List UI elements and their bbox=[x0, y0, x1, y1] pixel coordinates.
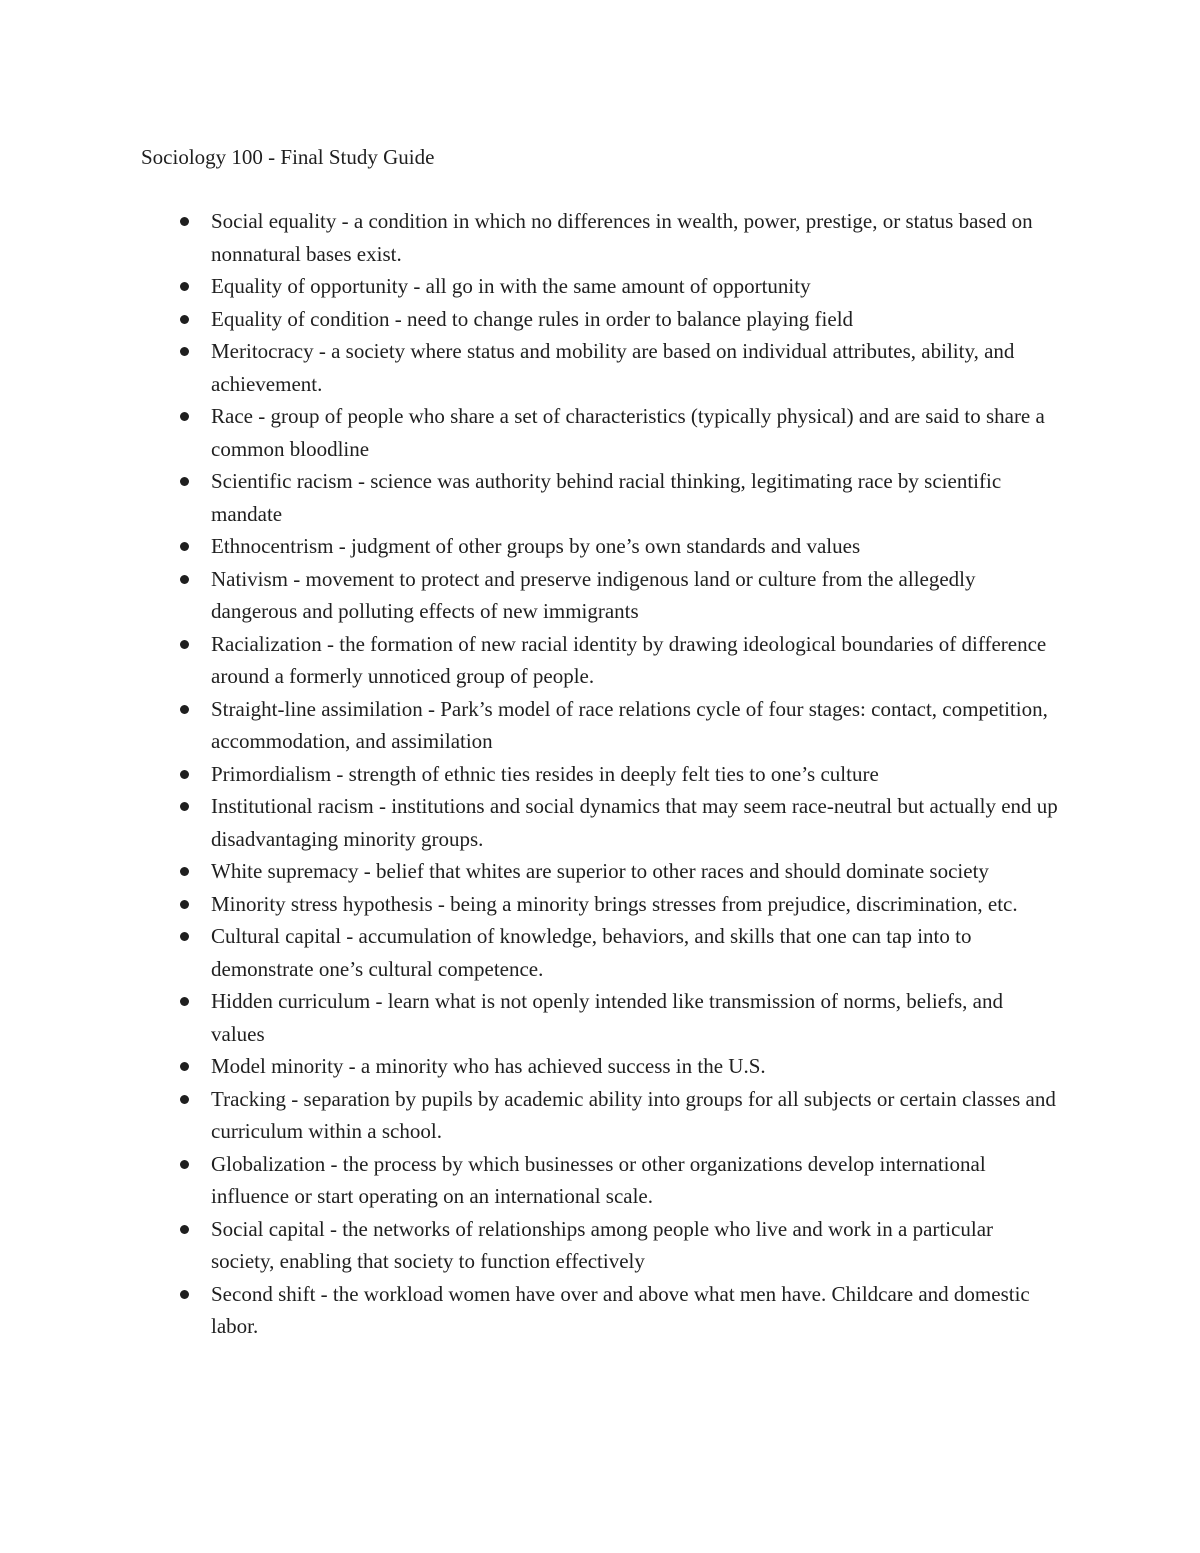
list-item-text: Hidden curriculum - learn what is not openly intended like transmission of norms, beliefs, and values bbox=[211, 989, 1003, 1046]
bullet-icon bbox=[180, 900, 189, 909]
list-item-text: Meritocracy - a society where status and mobility are based on individual attributes, ability, and achievement. bbox=[211, 339, 1015, 396]
bullet-icon bbox=[180, 867, 189, 876]
list-item bbox=[211, 1050, 1061, 1083]
list-item bbox=[211, 205, 1061, 270]
bullet-icon bbox=[180, 705, 189, 714]
bullet-icon bbox=[180, 315, 189, 324]
list-item-text: Scientific racism - science was authority behind racial thinking, legitimating race by scientific mandate bbox=[211, 469, 1002, 526]
list-item bbox=[211, 303, 1061, 336]
list-item-text: Equality of condition - need to change rules in order to balance playing field bbox=[211, 306, 854, 331]
bullet-icon bbox=[180, 1225, 189, 1234]
list-item bbox=[211, 1083, 1061, 1148]
list-item bbox=[211, 270, 1061, 303]
list-item bbox=[211, 693, 1061, 758]
bullet-icon bbox=[180, 1160, 189, 1169]
list-item-text: Equality of opportunity - all go in with the same amount of opportunity bbox=[211, 274, 811, 298]
bullet-icon bbox=[180, 802, 189, 811]
document-title: Sociology 100 - Final Study Guide bbox=[141, 145, 435, 169]
list-item bbox=[211, 920, 1061, 985]
bullet-icon bbox=[180, 997, 189, 1006]
list-item bbox=[211, 530, 1061, 563]
bullet-icon bbox=[180, 542, 189, 551]
bullet-icon bbox=[180, 575, 189, 584]
list-item-text: Racialization - the formation of new racial identity by drawing ideological boundaries of difference around a formerly unnoticed group of people. bbox=[211, 631, 1047, 688]
list-item bbox=[211, 855, 1061, 888]
bullet-icon bbox=[180, 1062, 189, 1071]
term-list bbox=[211, 205, 1061, 1343]
bullet-icon bbox=[180, 282, 189, 291]
list-item-text: Nativism - movement to protect and preserve indigenous land or culture from the allegedly dangerous and polluting effects of new immigrants bbox=[211, 566, 976, 623]
bullet-icon bbox=[180, 347, 189, 356]
list-item-text: Race - group of people who share a set of characteristics (typically physical) and are said to share a common bloodline bbox=[211, 404, 1045, 461]
list-item bbox=[211, 790, 1061, 855]
list-item-text: Social capital - the networks of relationships among people who live and work in a particular society, enabling that society to function effectively bbox=[211, 1216, 994, 1273]
list-item-text: Tracking - separation by pupils by academic ability into groups for all subjects or certain classes and curriculum within a school. bbox=[211, 1086, 1056, 1143]
list-item bbox=[211, 1213, 1061, 1278]
list-item bbox=[211, 1278, 1061, 1343]
bullet-icon bbox=[180, 1095, 189, 1104]
bullet-icon bbox=[180, 217, 189, 226]
list-item-text: Ethnocentrism - judgment of other groups by one’s own standards and values bbox=[211, 534, 861, 558]
list-item bbox=[211, 563, 1061, 628]
list-item bbox=[211, 400, 1061, 465]
bullet-icon bbox=[180, 412, 189, 421]
list-item bbox=[211, 758, 1061, 791]
list-item-text: White supremacy - belief that whites are superior to other races and should dominate society bbox=[211, 859, 989, 883]
list-item-text: Primordialism - strength of ethnic ties resides in deeply felt ties to one’s culture bbox=[211, 761, 879, 786]
list-item-text: Minority stress hypothesis - being a minority brings stresses from prejudice, discrimination, etc. bbox=[211, 891, 1018, 916]
list-item-text: Straight-line assimilation - Park’s model of race relations cycle of four stages: contact, competition, accommodation, and assimilation bbox=[211, 696, 1048, 753]
bullet-icon bbox=[180, 1290, 189, 1299]
list-item bbox=[211, 465, 1061, 530]
list-item bbox=[211, 628, 1061, 693]
list-item bbox=[211, 1148, 1061, 1213]
bullet-icon bbox=[180, 932, 189, 941]
list-item-text: Second shift - the workload women have over and above what men have. Childcare and domestic labor. bbox=[211, 1281, 1030, 1338]
list-item-text: Globalization - the process by which businesses or other organizations develop international influence or start operating on an international scale. bbox=[211, 1151, 986, 1208]
list-item-text: Cultural capital - accumulation of knowledge, behaviors, and skills that one can tap into to demonstrate one’s cultural competence. bbox=[211, 924, 972, 981]
bullet-icon bbox=[180, 770, 189, 779]
list-item bbox=[211, 888, 1061, 921]
list-item-text: Social equality - a condition in which no differences in wealth, power, prestige, or status based on nonnatural bases exist. bbox=[211, 209, 1033, 266]
bullet-icon bbox=[180, 640, 189, 649]
list-item-text: Model minority - a minority who has achieved success in the U.S. bbox=[211, 1054, 766, 1078]
bullet-icon bbox=[180, 477, 189, 486]
list-item-text: Institutional racism - institutions and social dynamics that may seem race-neutral but actually end up disadvantaging minority groups. bbox=[211, 794, 1058, 851]
list-item bbox=[211, 985, 1061, 1050]
list-item bbox=[211, 335, 1061, 400]
